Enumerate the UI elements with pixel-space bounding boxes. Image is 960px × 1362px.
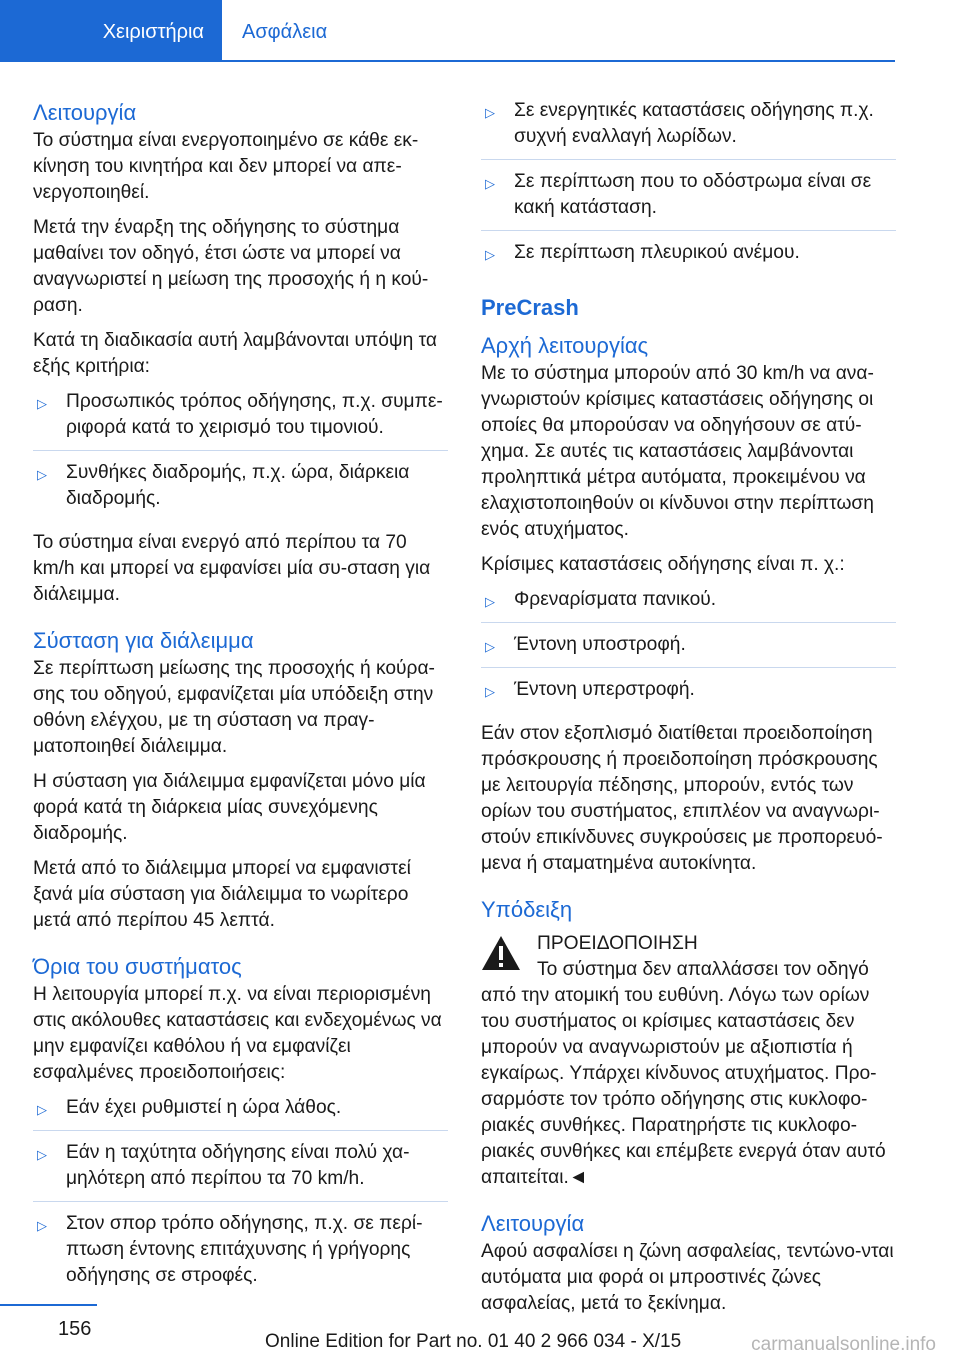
heading-precrash: PreCrash — [481, 295, 579, 320]
limits-list-continued — [481, 98, 896, 275]
paragraph: Η λειτουργία μπορεί π.χ. να είναι περιορισμένη στις ακόλουθες καταστάσεις και ενδεχομένως να μην εμφανίζει καθόλου ή να εμφανίζει εσφαλμένες προειδοποιήσεις: — [33, 984, 442, 1083]
paragraph: Εάν στον εξοπλισμό διατίθεται προειδοποίηση πρόσκρουσης ή προειδοποίηση πρόσκρουσης με λειτουργία πέδησης, μπορούν, εντός των ορίων του συστήματος, επιπλέον να αναγνωρι-στούν επικίνδυνες συγκρούσεις με προπορευό-μενα ή σταματημένα αυτοκίνητα. — [481, 723, 883, 874]
criteria-list — [33, 389, 448, 521]
footer-rule — [0, 1304, 97, 1306]
list-item-text: Σε περίπτωση πλευρικού ανέμου. — [514, 242, 800, 263]
list-item-text: Προσωπικός τρόπος οδήγησης, π.χ. συμπε-ριφορά κατά το χειρισμό του τιμονιού. — [66, 391, 443, 438]
tab-controls[interactable]: Χειριστήρια — [0, 0, 222, 60]
warning-triangle-icon — [481, 935, 521, 971]
paragraph: Το σύστημα είναι ενεργοποιημένο σε κάθε εκ-κίνηση του κινητήρα και δεν μπορεί να απε-νεργοποιηθεί. — [33, 130, 419, 203]
paragraph: Μετά από το διάλειμμα μπορεί να εμφανιστεί ξανά μία σύσταση για διάλειμμα το νωρίτερο μετά από περίπου 45 λεπτά. — [33, 858, 411, 931]
list-item — [481, 169, 896, 231]
triangle-bullet-icon: ▷ — [485, 684, 495, 699]
heading-system-limits: Όρια του συστήματος — [33, 954, 242, 979]
heading-break-recommendation: Σύσταση για διάλειμμα — [33, 628, 254, 653]
limits-list — [33, 1095, 448, 1298]
triangle-bullet-icon: ▷ — [37, 1147, 47, 1162]
list-item-text: Συνθήκες διαδρομής, π.χ. ώρα, διάρκεια διαδρομής. — [66, 462, 410, 509]
triangle-bullet-icon: ▷ — [485, 594, 495, 609]
list-item-text: Έντονη υπερστροφή. — [514, 679, 695, 700]
heading-function: Λειτουργία — [33, 100, 137, 125]
triangle-bullet-icon: ▷ — [37, 1102, 47, 1117]
paragraph: Το σύστημα είναι ενεργό από περίπου τα 70 km/h και μπορεί να εμφανίσει μία συ-σταση για διάλειμμα. — [33, 532, 431, 605]
triangle-bullet-icon: ▷ — [37, 467, 47, 482]
paragraph: Η σύσταση για διάλειμμα εμφανίζεται μόνο μία φορά κατά τη διάρκεια μίας συνεχόμενης διαδρομής. — [33, 771, 426, 844]
list-item-text: Εάν η ταχύτητα οδήγησης είναι πολύ χα-μηλότερη από περίπου τα 70 km/h. — [66, 1142, 410, 1189]
page-number: 156 — [58, 1318, 92, 1340]
list-item — [33, 1095, 448, 1131]
list-item — [33, 1140, 448, 1202]
list-item — [481, 587, 896, 623]
list-item — [33, 1211, 448, 1298]
paragraph: Με το σύστημα μπορούν από 30 km/h να ανα-γνωριστούν κρίσιμες καταστάσεις οδήγησης οι οποίες θα μπορούσαν να οδηγήσουν σε ατύ-χημα. Σε αυτές τις καταστάσεις λαμβάνονται προληπτικά μέτρα αυτόματα, προκειμένου να ελαχιστοποιηθούν οι κίνδυνοι στην περίπτωση ενός ατυχήματος. — [481, 363, 874, 540]
critical-situations-list — [481, 587, 896, 712]
list-item — [33, 460, 448, 521]
warning-first-line: Το σύστημα δεν απαλλάσσει τον οδηγό — [537, 959, 869, 980]
triangle-bullet-icon: ▷ — [485, 105, 495, 120]
heading-function-2: Λειτουργία — [481, 1211, 585, 1236]
list-item-text: Στον σπορ τρόπο οδήγησης, π.χ. σε περί-πτωση έντονης επιτάχυνσης ή γρήγορης οδήγησης σε στροφές. — [66, 1213, 423, 1286]
warning-title: ΠΡΟΕΙΔΟΠΟΙΗΣΗ — [537, 933, 698, 954]
paragraph: Σε περίπτωση μείωσης της προσοχής ή κούρα-σης του οδηγού, εμφανίζεται μία υπόδειξη στην οθόνη ελέγχου, με τη σύσταση να πραγ-ματοποιηθεί διάλειμμα. — [33, 658, 435, 757]
triangle-bullet-icon: ▷ — [485, 247, 495, 262]
warning-text: από την ατομική του ευθύνη. Λόγω των ορίων του συστήματος οι κρίσιμες καταστάσεις δεν μπορούν να αναγνωριστούν με αξιοπιστία ή εγκαίρως. Υπάρχει κίνδυνος ατυχήματος. Προ-σαρμόστε τον τρόπο οδήγησης στις κυκλοφο-ριακές συνθήκες. Παρατηρήστε τις κυκλοφο-ριακές συνθήκες και επέμβετε ενεργά όταν αυτό απαιτείται.◄ — [481, 985, 886, 1188]
list-item-text: Εάν έχει ρυθμιστεί η ώρα λάθος. — [66, 1097, 342, 1118]
edition-text: Online Edition for Part no. 01 40 2 966 034 - X/15 — [265, 1331, 682, 1352]
list-item — [481, 240, 896, 275]
paragraph: Μετά την έναρξη της οδήγησης το σύστημα μαθαίνει τον οδηγό, έτσι ώστε να μπορεί να αναγνωριστεί η μείωση της προσοχής ή η κού-ραση. — [33, 217, 429, 316]
warning-box — [481, 931, 896, 1191]
list-item-text: Φρεναρίσματα πανικού. — [514, 589, 717, 610]
right-column — [481, 98, 896, 1326]
tab-safety[interactable]: Ασφάλεια — [242, 21, 328, 43]
list-item-text: Σε ενεργητικές καταστάσεις οδήγησης π.χ. συχνή εναλλαγή λωρίδων. — [514, 100, 874, 147]
paragraph: Κρίσιμες καταστάσεις οδήγησης είναι π. χ.: — [481, 554, 845, 575]
triangle-bullet-icon: ▷ — [485, 639, 495, 654]
triangle-bullet-icon: ▷ — [37, 396, 47, 411]
list-item — [481, 632, 896, 668]
triangle-bullet-icon: ▷ — [485, 176, 495, 191]
heading-principle: Αρχή λειτουργίας — [481, 333, 649, 358]
triangle-bullet-icon: ▷ — [37, 1218, 47, 1233]
heading-note: Υπόδειξη — [481, 897, 573, 922]
watermark: carmanualsonline.info — [751, 1334, 936, 1355]
paragraph: Αφού ασφαλίσει η ζώνη ασφαλείας, τεντώνο-νται αυτόματα μια φορά οι μπροστινές ζώνες ασφαλείας, μετά το ξεκίνημα. — [481, 1241, 894, 1314]
list-item — [481, 98, 896, 160]
list-item — [481, 677, 896, 712]
paragraph: Κατά τη διαδικασία αυτή λαμβάνονται υπόψη τα εξής κριτήρια: — [33, 330, 438, 377]
list-item — [33, 389, 448, 451]
header-tabbar — [0, 0, 895, 62]
list-item-text: Έντονη υποστροφή. — [514, 634, 686, 655]
left-column — [33, 98, 448, 1307]
list-item-text: Σε περίπτωση που το οδόστρωμα είναι σε κακή κατάσταση. — [514, 171, 872, 218]
